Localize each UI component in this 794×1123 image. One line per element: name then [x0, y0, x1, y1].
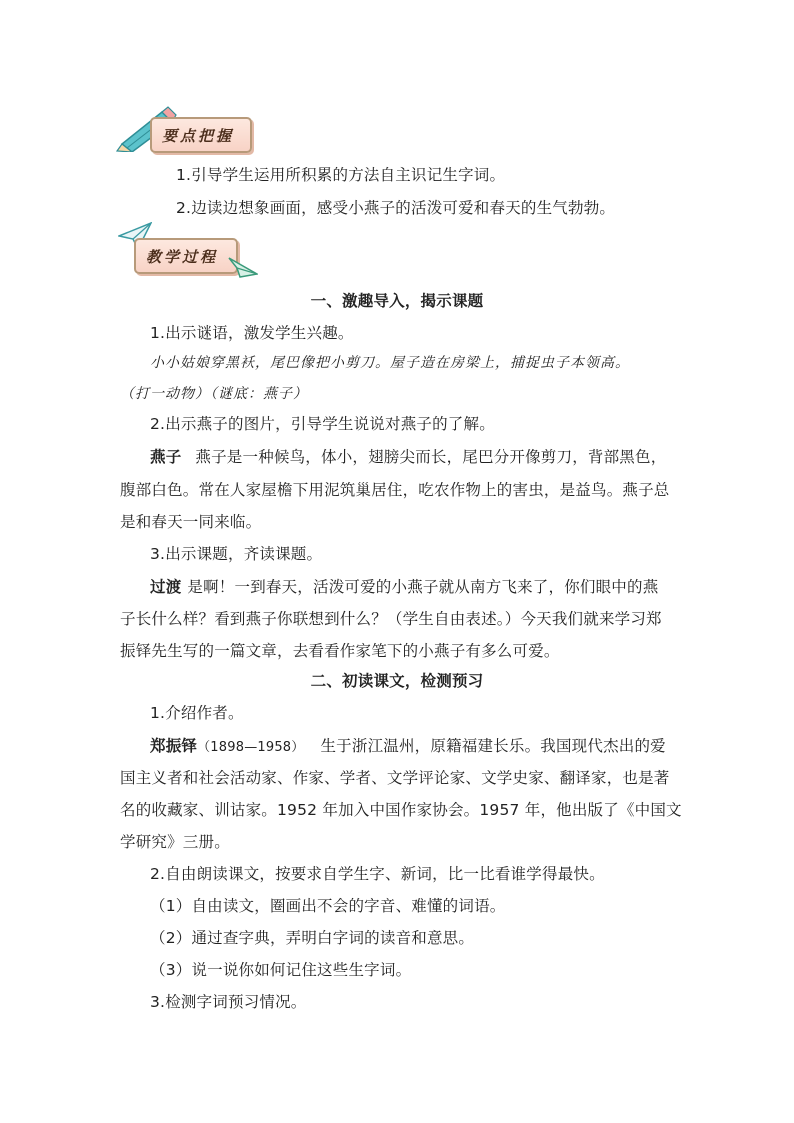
part1-step-2: 2.出示燕子的图片，引导学生说说对燕子的了解。 — [150, 415, 495, 433]
section-badge-key-points — [150, 117, 252, 153]
term-swallow: 燕子 — [150, 448, 182, 466]
part2-step-2: 2.自由朗读课文，按要求自学生字、新词，比一比看谁学得最快。 — [150, 865, 605, 883]
part1-step-3: 3.出示课题，齐读课题。 — [150, 545, 323, 563]
author-text-1: 生于浙江温州，原籍福建长乐。我国现代杰出的爱 — [320, 737, 666, 755]
riddle-line-1: 小小姑娘穿黑袄，尾巴像把小剪刀。屋子造在房梁上，捕捉虫子本领高。 — [150, 355, 630, 371]
section-badge-teaching-process — [134, 238, 238, 274]
swallow-paragraph-line-2: 腹部白色。常在人家屋檐下用泥筑巢居住，吃农作物上的害虫，是益鸟。燕子总 — [120, 481, 670, 499]
objective-1: 1.引导学生运用所积累的方法自主识记生字词。 — [176, 166, 506, 184]
part2-step-3: 3.检测字词预习情况。 — [150, 993, 307, 1011]
transition-text-1: 是啊！一到春天，活泼可爱的小燕子就从南方飞来了，你们眼中的燕 — [187, 578, 659, 596]
term-transition: 过渡 — [150, 578, 182, 596]
heading-part-1: 一、激趣导入，揭示课题 — [310, 292, 484, 310]
author-name: 郑振铎 — [150, 737, 198, 755]
transition-paragraph-line-2: 子长什么样？看到燕子你联想到什么？（学生自由表述。）今天我们就来学习郑 — [120, 610, 662, 628]
author-paragraph-line-3: 名的收藏家、训诂家。1952 年加入中国作家协会。1957 年，他出版了《中国文 — [120, 801, 682, 819]
badge-label-teaching-process: 教学过程 — [146, 248, 219, 266]
swallow-paragraph-line-3: 是和春天一同来临。 — [120, 513, 262, 531]
author-years: （1898—1958） — [197, 740, 305, 755]
transition-paragraph-line-1 — [150, 577, 658, 597]
author-paragraph-line-1 — [150, 736, 666, 758]
objective-2: 2.边读边想象画面，感受小燕子的活泼可爱和春天的生气勃勃。 — [176, 199, 616, 217]
heading-part-2: 二、初读课文，检测预习 — [310, 672, 484, 690]
author-paragraph-line-2: 国主义者和社会活动家、作家、学者、文学评论家、文学史家、翻译家，也是著 — [120, 769, 670, 787]
sub-item-3: （3）说一说你如何记住这些生字词。 — [150, 961, 412, 979]
swallow-paragraph-line-1 — [150, 447, 666, 467]
badge-label-key-points: 要点把握 — [162, 127, 235, 145]
part2-step-1: 1.介绍作者。 — [150, 704, 244, 722]
transition-paragraph-line-3: 振铎先生写的一篇文章，去看看作家笔下的小燕子有多么可爱。 — [120, 642, 560, 660]
part1-step-1: 1.出示谜语，激发学生兴趣。 — [150, 324, 354, 342]
swallow-text-1: 燕子是一种候鸟，体小，翅膀尖而长，尾巴分开像剪刀，背部黑色， — [195, 448, 667, 466]
sub-item-1: （1）自由读文，圈画出不会的字音、难懂的词语。 — [150, 897, 506, 915]
author-paragraph-line-4: 学研究》三册。 — [120, 833, 230, 851]
sub-item-2: （2）通过查字典，弄明白字词的读音和意思。 — [150, 929, 475, 947]
paper-plane-icon — [228, 250, 258, 278]
riddle-line-2: （打一动物）（谜底：燕子） — [120, 386, 308, 402]
